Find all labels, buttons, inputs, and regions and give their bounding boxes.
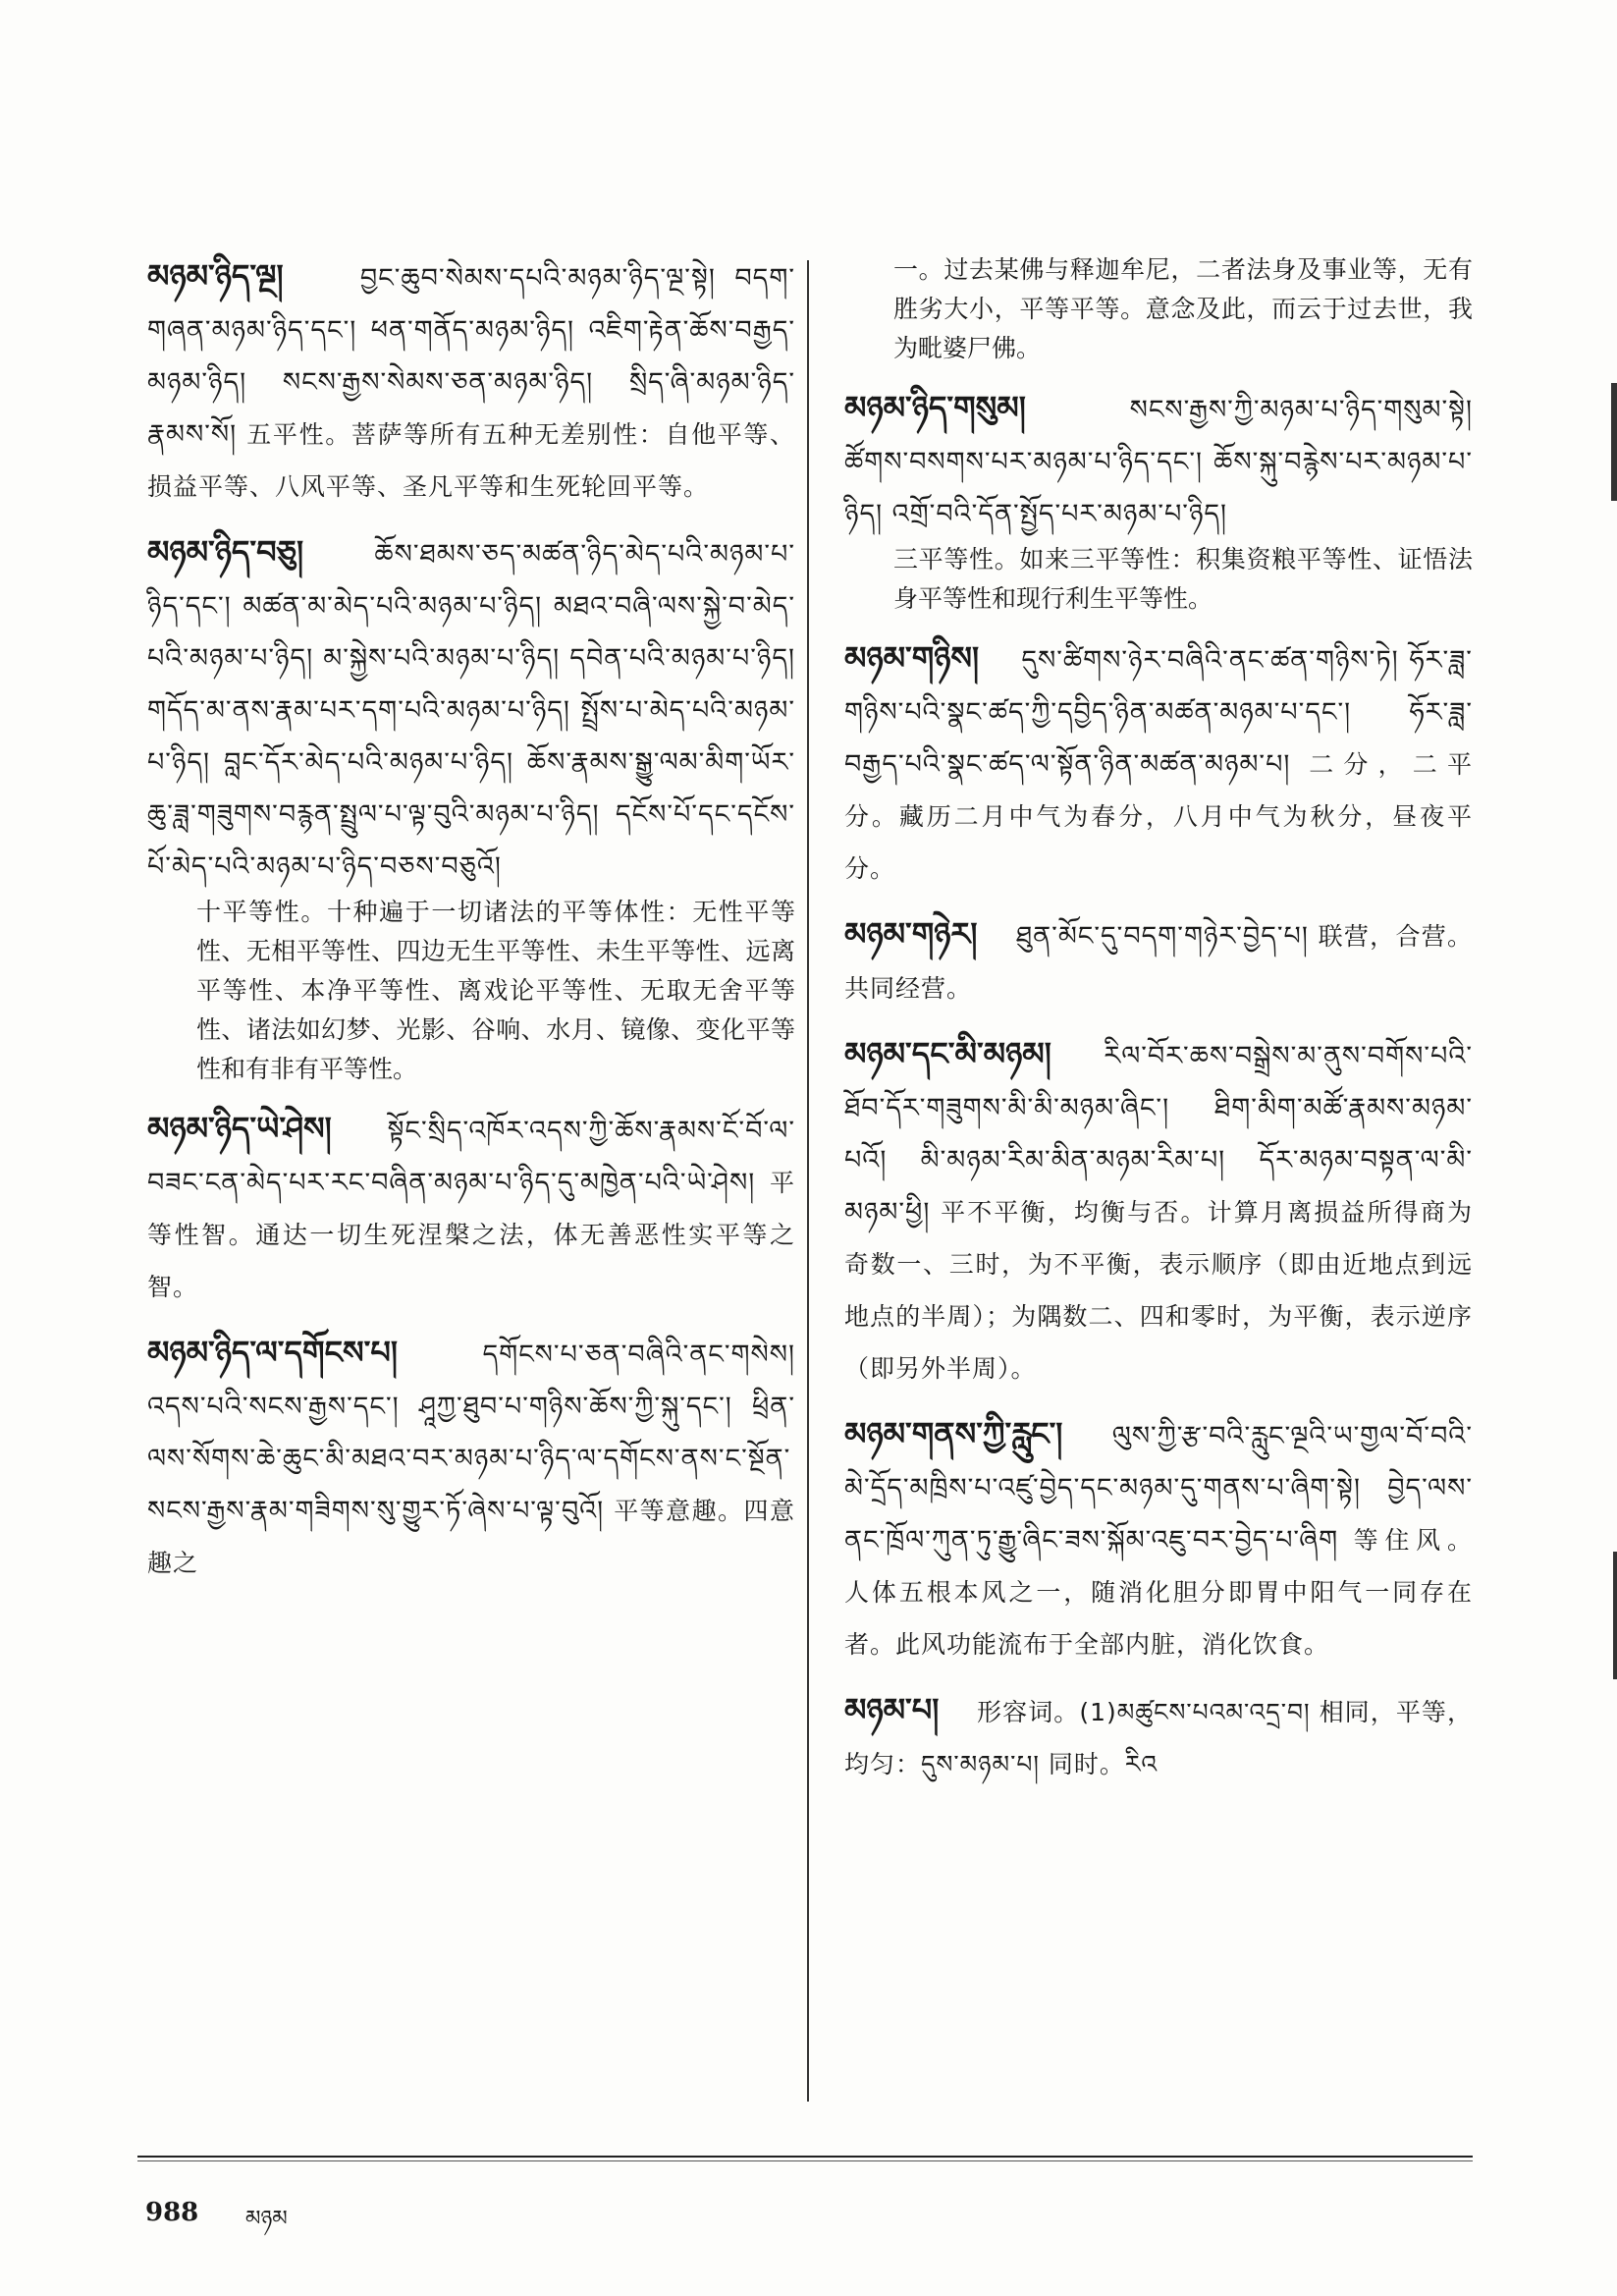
entry-tibetan-definition: མཉམ་ཉིད་བཅུ། ཆོས་ཐམས་ཅད་མཚན་ཉིད་མེད་པའི་མཉམ་པ་ཉིད་དང་། མཚན་མ་མེད་པའི་མཉམ་པ་ཉིད། མཐའ་བཞི་ལས་སྐྱེ་བ་མེད་པའི་མཉམ་པ་ཉིད། མ་སྐྱེས་པའི་མཉམ་པ་ཉིད། དབེན་པའི་མཉམ་པ་ཉིད། གདོད་མ་ནས་རྣམ་པར་དག་པའི་མཉམ་པ་ཉིད། སྤྲོས་པ་མེད་པའི་མཉམ་པ་ཉིད། བླང་དོར་མེད་པའི་མཉམ་པ་ཉིད། ཆོས་རྣམས་སྒྱུ་ལམ་མིག་ཡོར་ཆུ་ཟླ་གཟུགས་བརྙན་སྤྲུལ་པ་ལྟ་བུའི་མཉམ་པ་ཉིད། དངོས་པོ་དང་དངོས་པོ་མེད་པའི་མཉམ་པ་ཉིད་བཅས་བཅུའོ། [147,533,795,882]
entry-headword: མཉམ་གཉེར། [844,915,978,953]
dictionary-entry [844,1684,1473,1790]
entry-tibetan-definition: མཉམ་ཉིད་ལྔ། བྱང་ཆུབ་སེམས་དཔའི་མཉམ་ཉིད་ལྔ་སྟེ། བདག་གཞན་མཉམ་ཉིད་དང་། ཕན་གནོད་མཉམ་ཉིད། འཇིག་རྟེན་ཆོས་བརྒྱད་མཉམ་ཉིད། སངས་རྒྱས་སེམས་ཅན་མཉམ་ཉིད། སྲིད་ཞི་མཉམ་ཉིད་རྣམས་སོ། 五平性。菩萨等所有五种无差别性：自他平等、损益平等、八风平等、圣凡平等和生死轮回平等。 [147,257,795,501]
running-head: མཉམ [245,2207,288,2231]
entry-headword: མཉམ་གཉིས། [844,639,980,677]
dictionary-entry [147,250,795,513]
entry-headword: མཉམ་དང་མི་མཉམ། [844,1035,1051,1072]
entry-chinese-gloss: 十平等性。十种遍于一切诸法的平等体性：无性平等性、无相平等性、四边无生平等性、未生平等性、远离平等性、本净平等性、离戏论平等性、无取无舍平等性、诸法如幻梦、光影、谷响、水月、镜像、变化平等性和有非有平等性。 [196,898,795,1083]
dictionary-entry [844,1408,1473,1670]
entry-headword: མཉམ་ཉིད་གསུམ། [844,389,1026,426]
entry-chinese-gloss: 平等性智。通达一切生死涅槃之法，体无善恶性实平等之智。 [147,1169,795,1301]
dictionary-entry [147,526,795,1089]
scan-edge-mark [1611,383,1617,501]
entry-headword: མཉམ་ཉིད་ལ་དགོངས་པ། [147,1334,398,1371]
entry-chinese-gloss: 平不平衡，均衡与否。计算月离损益所得商为奇数一、三时，为不平衡，表示顺序（即由近地点到远地点的半周）；为隅数二、四和零时，为平衡，表示逆序（即另外半周）。 [844,1198,1473,1383]
entry-tibetan-definition: མཉམ་ཉིད་གསུམ། སངས་རྒྱས་ཀྱི་མཉམ་པ་ཉིད་གསུམ་སྟེ། ཚོགས་བསགས་པར་མཉམ་པ་ཉིད་དང་། ཆོས་སྐུ་བརྙེས་པར་མཉམ་པ་ཉིད། འགྲོ་བའི་དོན་སྤྱོད་པར་མཉམ་པ་ཉིད། [844,389,1473,529]
entry-chinese-gloss: 联营，合营。共同经营。 [844,922,1473,1003]
scan-edge-mark [1613,1552,1617,1679]
entry-tibetan-definition: མཉམ་ཉིད་ལ་དགོངས་པ། དགོངས་པ་ཅན་བཞིའི་ནང་གསེས། འདས་པའི་སངས་རྒྱས་དང་། ཤཱཀྱ་ཐུབ་པ་གཉིས་ཆོས་ཀྱི་སྐུ་དང་། ཕྲིན་ལས་སོགས་ཆེ་ཆུང་མི་མཐའ་བར་མཉམ་པ་ཉིད་ལ་དགོངས་ནས་ང་སྔོན་སངས་རྒྱས་རྣམ་གཟིགས་སུ་གྱུར་ཏོ་ཞེས་པ་ལྟ་བུའོ། 平等意趣。四意趣之 [147,1334,795,1577]
entry-tibetan-definition: མཉམ་གནས་ཀྱི་རླུང་། ལུས་ཀྱི་རྩ་བའི་རླུང་ལྔའི་ཡ་གྱལ་བོ་བའི་མེ་དྲོད་མཁྲིས་པ་འཛུ་བྱེད་དང་མཉམ་དུ་གནས་པ་ཞིག་སྟེ། བྱེད་ལས་ནང་ཁྲོལ་ཀུན་ཏུ་རྒྱུ་ཞིང་ཟས་སྐོམ་འཇུ་བར་བྱེད་པ་ཞིག 等住风。人体五根本风之一，随消化胆分即胃中阳气一同存在者。此风功能流布于全部内脏，消化饮食。 [844,1415,1473,1659]
dictionary-entry [844,382,1473,619]
entry-headword: མཉམ་གནས་ཀྱི་རླུང་། [844,1415,1063,1452]
entry-chinese-gloss: 等住风。人体五根本风之一，随消化胆分即胃中阳气一同存在者。此风功能流布于全部内脏，消化饮食。 [844,1526,1473,1659]
footer-rule-thin [137,2160,1473,2161]
entry-headword: མཉམ་པ། [844,1691,940,1728]
entry-headword: མཉམ་ཉིད་ཡེ་ཤེས། [147,1110,332,1147]
page-number: 988 [145,2198,199,2227]
entry-tibetan-definition: མཉམ་ཉིད་ཡེ་ཤེས། སྟོང་སྲིད་འཁོར་འདས་ཀྱི་ཆོས་རྣམས་ངོ་བོ་ལ་བཟང་ངན་མེད་པར་རང་བཞིན་མཉམ་པ་ཉིད་དུ་མཁྱེན་པའི་ཡེ་ཤེས། 平等性智。通达一切生死涅槃之法，体无善恶性实平等之智。 [147,1110,795,1301]
entry-headword: མཉམ་ཉིད་ལྔ། [147,257,284,295]
dictionary-entry [844,908,1473,1014]
entry-chinese-gloss: 二分，二平分。藏历二月中气为春分，八月中气为秋分，昼夜平分。 [844,750,1473,883]
dictionary-entry [147,1103,795,1313]
entry-tibetan-definition [844,1684,1473,1790]
entry-chinese-gloss: 形容词。(1)མཚུངས་པའམ་འདྲ་བ། 相同，平等，均匀：དུས་མཉམ་པ། 同时。རིའ [844,1698,1473,1778]
entry-chinese-gloss: 平等意趣。四意趣之 [147,1497,795,1577]
left-column [147,250,795,1603]
entry-tibetan-definition: མཉམ་གཉེར། ཐུན་མོང་དུ་བདག་གཉེར་བྱེད་པ། 联营，合营。共同经营。 [844,915,1473,1003]
right-column [844,250,1473,1804]
entry-headword: མཉམ་ཉིད་བཅུ། [147,533,304,571]
dictionary-entry [844,632,1473,895]
entry-tibetan-definition: མཉམ་དང་མི་མཉམ། རིལ་བོར་ཆས་བསྒྲེས་མ་ནུས་བགོས་པའི་ཐོབ་དོར་གཟུགས་མི་མི་མཉམ་ཞིང་། ཐིག་མིག་མཚོ་རྣམས་མཉམ་པའོ། མི་མཉམ་རིམ་མིན་མཉམ་རིམ་པ། དོར་མཉམ་བསྟན་ལ་མི་མཉམ་ཕྱི། 平不平衡，均衡与否。计算月离损益所得商为奇数一、三时，为不平衡，表示顺序（即由近地点到远地点的半周）；为隅数二、四和零时，为平衡，表示逆序（即另外半周）。 [844,1035,1473,1383]
column-divider [807,260,809,2102]
entry-chinese-gloss: 五平性。菩萨等所有五种无差别性：自他平等、损益平等、八风平等、圣凡平等和生死轮回平等。 [147,420,795,501]
entry-chinese-gloss: 一。过去某佛与释迦牟尼，二者法身及事业等，无有胜劣大小，平等平等。意念及此，而云于过去世，我为毗婆尸佛。 [893,255,1473,362]
dictionary-entry [844,1028,1473,1394]
footer-rule [137,2156,1473,2158]
entry-chinese-gloss: 三平等性。如来三平等性：积集资粮平等性、证悟法身平等性和现行利生平等性。 [893,545,1473,613]
dictionary-entry-continuation [844,250,1473,368]
entry-tibetan-definition: མཉམ་གཉིས། དུས་ཚིགས་ཉེར་བཞིའི་ནང་ཚན་གཉིས་ཏེ། ཧོར་ཟླ་གཉིས་པའི་སྣང་ཚད་ཀྱི་དབྱིད་ཉིན་མཚན་མཉམ་པ་དང་། ཧོར་ཟླ་བརྒྱད་པའི་སྣང་ཚད་ལ་སྟོན་ཉིན་མཚན་མཉམ་པ། 二分，二平分。藏历二月中气为春分，八月中气为秋分，昼夜平分。 [844,639,1473,883]
dictionary-entry [147,1327,795,1589]
